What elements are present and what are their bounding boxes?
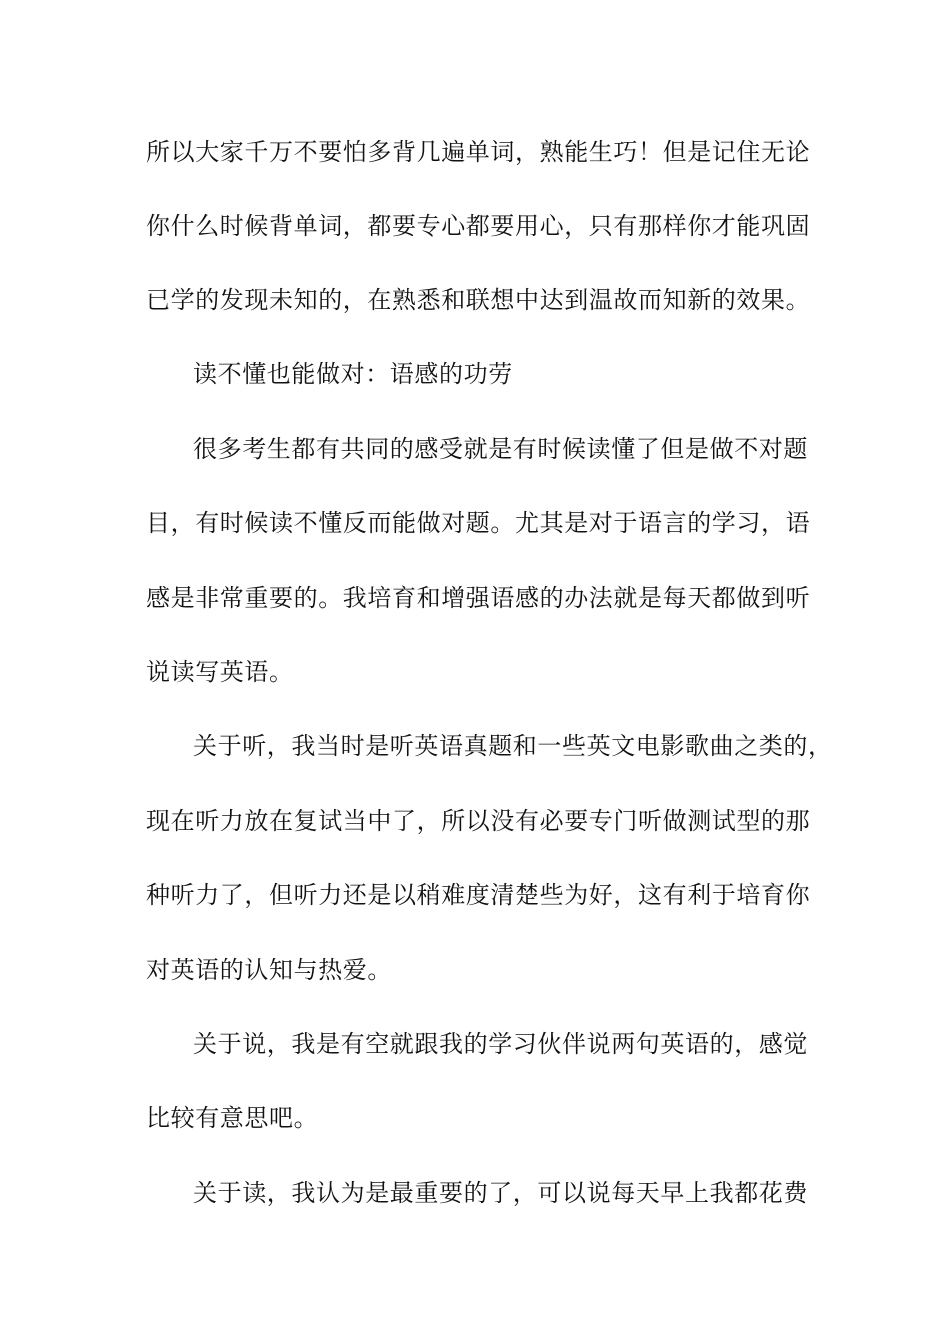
text-line-8: 说读写英语。 (146, 658, 294, 686)
text-line-5: 很多考生都有共同的感受就是有时候读懂了但是做不对题 (193, 435, 808, 463)
text-line-15: 关于读，我认为是最重要的了，可以说每天早上我都花费 (193, 1179, 808, 1207)
text-line-2: 你什么时候背单词，都要专心都要用心，只有那样你才能巩固 (146, 212, 811, 240)
text-line-3: 已学的发现未知的，在熟悉和联想中达到温故而知新的效果。 (146, 286, 811, 314)
text-line-1: 所以大家千万不要怕多背几遍单词，熟能生巧！但是记住无论 (146, 138, 811, 166)
text-line-14: 比较有意思吧。 (146, 1104, 319, 1132)
text-line-7: 感是非常重要的。我培育和增强语感的办法就是每天都做到听 (146, 584, 811, 612)
text-line-13: 关于说，我是有空就跟我的学习伙伴说两句英语的，感觉 (193, 1030, 808, 1058)
text-line-12: 对英语的认知与热爱。 (146, 956, 392, 984)
text-line-6: 目，有时候读不懂反而能做对题。尤其是对于语言的学习，语 (146, 509, 811, 537)
text-line-9: 关于听，我当时是听英语真题和一些英文电影歌曲之类的， (193, 732, 833, 760)
section-heading: 读不懂也能做对：语感的功劳 (193, 360, 513, 388)
text-line-11: 种听力了，但听力还是以稍难度清楚些为好，这有利于培育你 (146, 881, 811, 909)
text-line-10: 现在听力放在复试当中了，所以没有必要专门听做测试型的那 (146, 807, 811, 835)
